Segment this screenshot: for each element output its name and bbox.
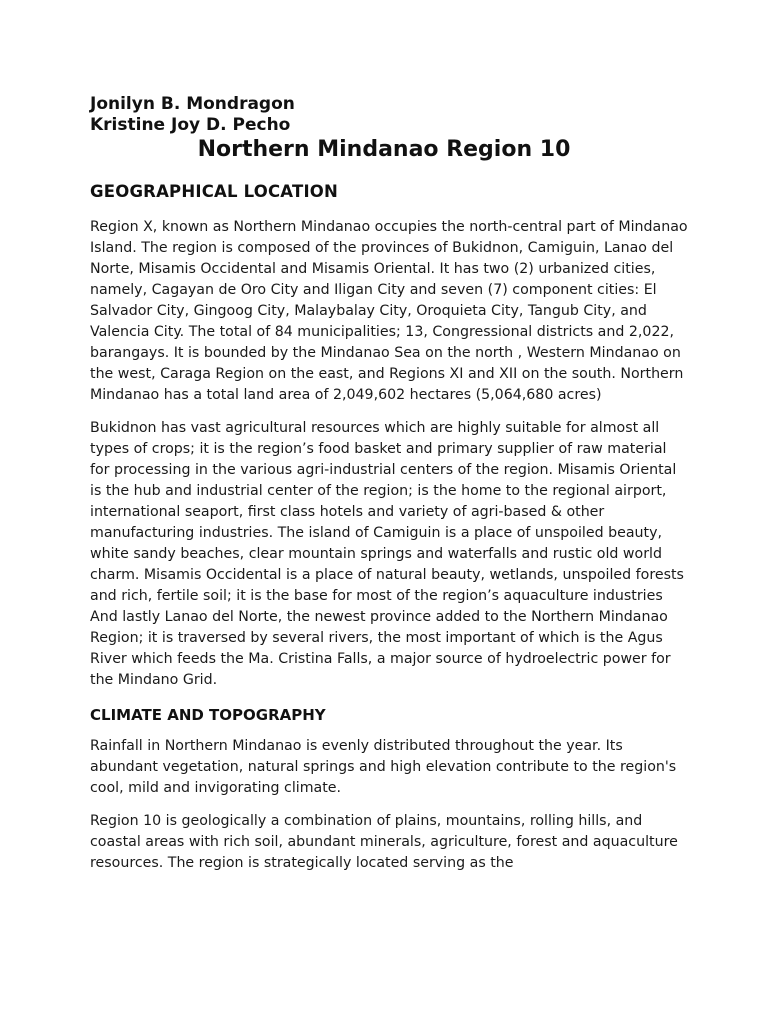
document-title: Northern Mindanao Region 10 xyxy=(197,137,571,162)
paragraph-rainfall: Rainfall in Northern Mindanao is evenly distributed throughout the year. Its abundant vegetation, natural springs and high elevation contribute to the region's cool, mild and invigorating climate. xyxy=(90,738,677,796)
author-name: Jonilyn B. Mondragon xyxy=(90,94,295,114)
section-heading-geographical-location: GEOGRAPHICAL LOCATION xyxy=(90,182,339,201)
section-heading-climate-topography: CLIMATE AND TOPOGRAPHY xyxy=(90,706,326,724)
document-page xyxy=(90,94,690,874)
paragraph-geology: Region 10 is geologically a combination of plains, mountains, rolling hills, and coastal areas with rich soil, abundant minerals, agriculture, forest and aquaculture resources. The region is strategically located serving as the xyxy=(90,813,678,871)
paragraph-provinces: Bukidnon has vast agricultural resources which are highly suitable for almost all types of crops; it is the region’s food basket and primary supplier of raw material for processing in the various agri-industrial centers of the region. Misamis Oriental is the hub and industrial center of the region; is the home to the regional airport, international seaport, first class hotels and variety of agri-based & other manufacturing industries. The island of Camiguin is a place of unspoiled beauty, white sandy beaches, clear mountain springs and waterfalls and rustic old world charm. Misamis Occidental is a place of natural beauty, wetlands, unspoiled forests and rich, fertile soil; it is the base for most of the region’s aquaculture industries And lastly Lanao del Norte, the newest province added to the Northern Mindanao Region; it is traversed by several rivers, the most important of which is the Agus River which feeds the Ma. Cristina Falls, a major source of hydroelectric power for the Mindano Grid. xyxy=(90,420,684,688)
author-name: Kristine Joy D. Pecho xyxy=(90,115,291,135)
paragraph-geography-overview: Region X, known as Northern Mindanao occupies the north-central part of Mindanao Island. The region is composed of the provinces of Bukidnon, Camiguin, Lanao del Norte, Misamis Occidental and Misamis Oriental. It has two (2) urbanized cities, namely, Cagayan de Oro City and Iligan City and seven (7) component cities: El Salvador City, Gingoog City, Malaybalay City, Oroquieta City, Tangub City, and Valencia City. The total of 84 municipalities; 13, Congressional districts and 2,022, barangays. It is bounded by the Mindanao Sea on the north , Western Mindanao on the west, Caraga Region on the east, and Regions XI and XII on the south. Northern Mindanao has a total land area of 2,049,602 hectares (5,064,680 acres) xyxy=(90,219,688,403)
